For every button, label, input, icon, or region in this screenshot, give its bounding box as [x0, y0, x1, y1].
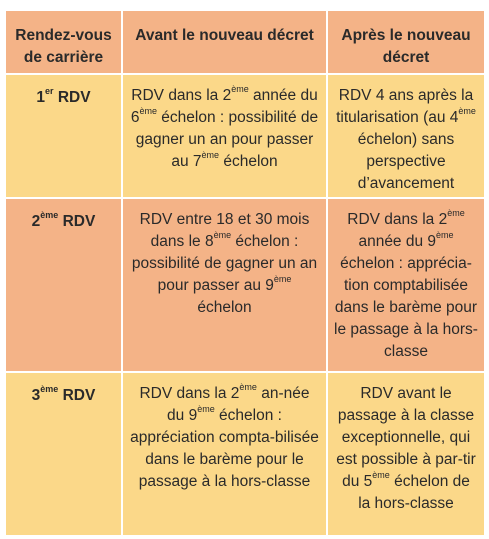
rdv-text: RDV [58, 213, 96, 230]
table-header-row [5, 10, 485, 74]
cell-text: an-née du 9 [167, 385, 310, 424]
cell-superscript: ème [458, 105, 476, 116]
avant-cell [122, 74, 327, 198]
rdv-superscript: ème [40, 383, 59, 394]
rdv-superscript: er [45, 85, 54, 96]
cell-superscript: ème [436, 229, 454, 240]
rdv-text: RDV [58, 387, 96, 404]
cell-text: RDV dans la 2 [131, 87, 232, 104]
cell-superscript: ème [447, 207, 465, 218]
cell-text: échelon de la hors-classe [358, 473, 470, 512]
table-row [5, 372, 485, 536]
avant-cell [122, 372, 327, 536]
avant-cell [122, 198, 327, 372]
cell-text: échelon) sans perspective d’avancement [357, 131, 455, 192]
cell-text: année du 6 [130, 87, 318, 126]
apres-cell [327, 372, 485, 536]
cell-superscript: ème [139, 105, 157, 116]
cell-text: RDV avant le passage à la classe exceptionnelle, qui est possible à par-tir du 5 [336, 385, 476, 490]
cell-text: RDV dans la 2 [347, 211, 448, 228]
cell-text: échelon : possibilité de gagner un an pour passer au 9 [131, 233, 318, 294]
header-rendez-vous: Rendez-vous de carrière [5, 10, 122, 74]
header-apres: Après le nouveau décret [327, 10, 485, 74]
cell-text: échelon : possibilité de gagner un an pour passer au 7 [135, 109, 319, 170]
rdv-number: 1 [36, 89, 46, 106]
rdv-label-cell [5, 198, 122, 372]
rdv-superscript: ème [40, 209, 59, 220]
cell-superscript: ème [273, 273, 292, 284]
cell-text: RDV entre 18 et 30 mois dans le 8 [139, 211, 310, 250]
table-row [5, 198, 485, 372]
career-table-container [3, 8, 485, 532]
cell-text: échelon [219, 153, 278, 170]
table-row [5, 74, 485, 198]
rdv-text: RDV [53, 89, 91, 106]
rdv-number: 3 [31, 387, 41, 404]
apres-cell [327, 74, 485, 198]
cell-superscript: ème [239, 381, 257, 392]
rdv-number: 2 [31, 213, 41, 230]
cell-superscript: ème [231, 83, 249, 94]
cell-superscript: ème [213, 229, 232, 240]
cell-text: RDV dans la 2 [139, 385, 240, 402]
rdv-label-cell [5, 74, 122, 198]
cell-text: année du 9 [358, 233, 437, 250]
cell-text: échelon : apprécia-tion comptabilisée dans le barème pour le passage à la hors-classe [334, 255, 478, 360]
cell-text: échelon [197, 299, 252, 316]
cell-superscript: ème [197, 403, 215, 414]
career-meetings-table [4, 9, 486, 537]
cell-text: RDV 4 ans après la titularisation (au 4 [336, 87, 474, 126]
header-avant: Avant le nouveau décret [122, 10, 327, 74]
apres-cell [327, 198, 485, 372]
cell-text: échelon : appréciation compta-bilisée dans le barème pour le passage à la hors-classe [130, 407, 319, 490]
rdv-label-cell [5, 372, 122, 536]
cell-superscript: ème [372, 469, 390, 480]
cell-superscript: ème [201, 149, 220, 160]
